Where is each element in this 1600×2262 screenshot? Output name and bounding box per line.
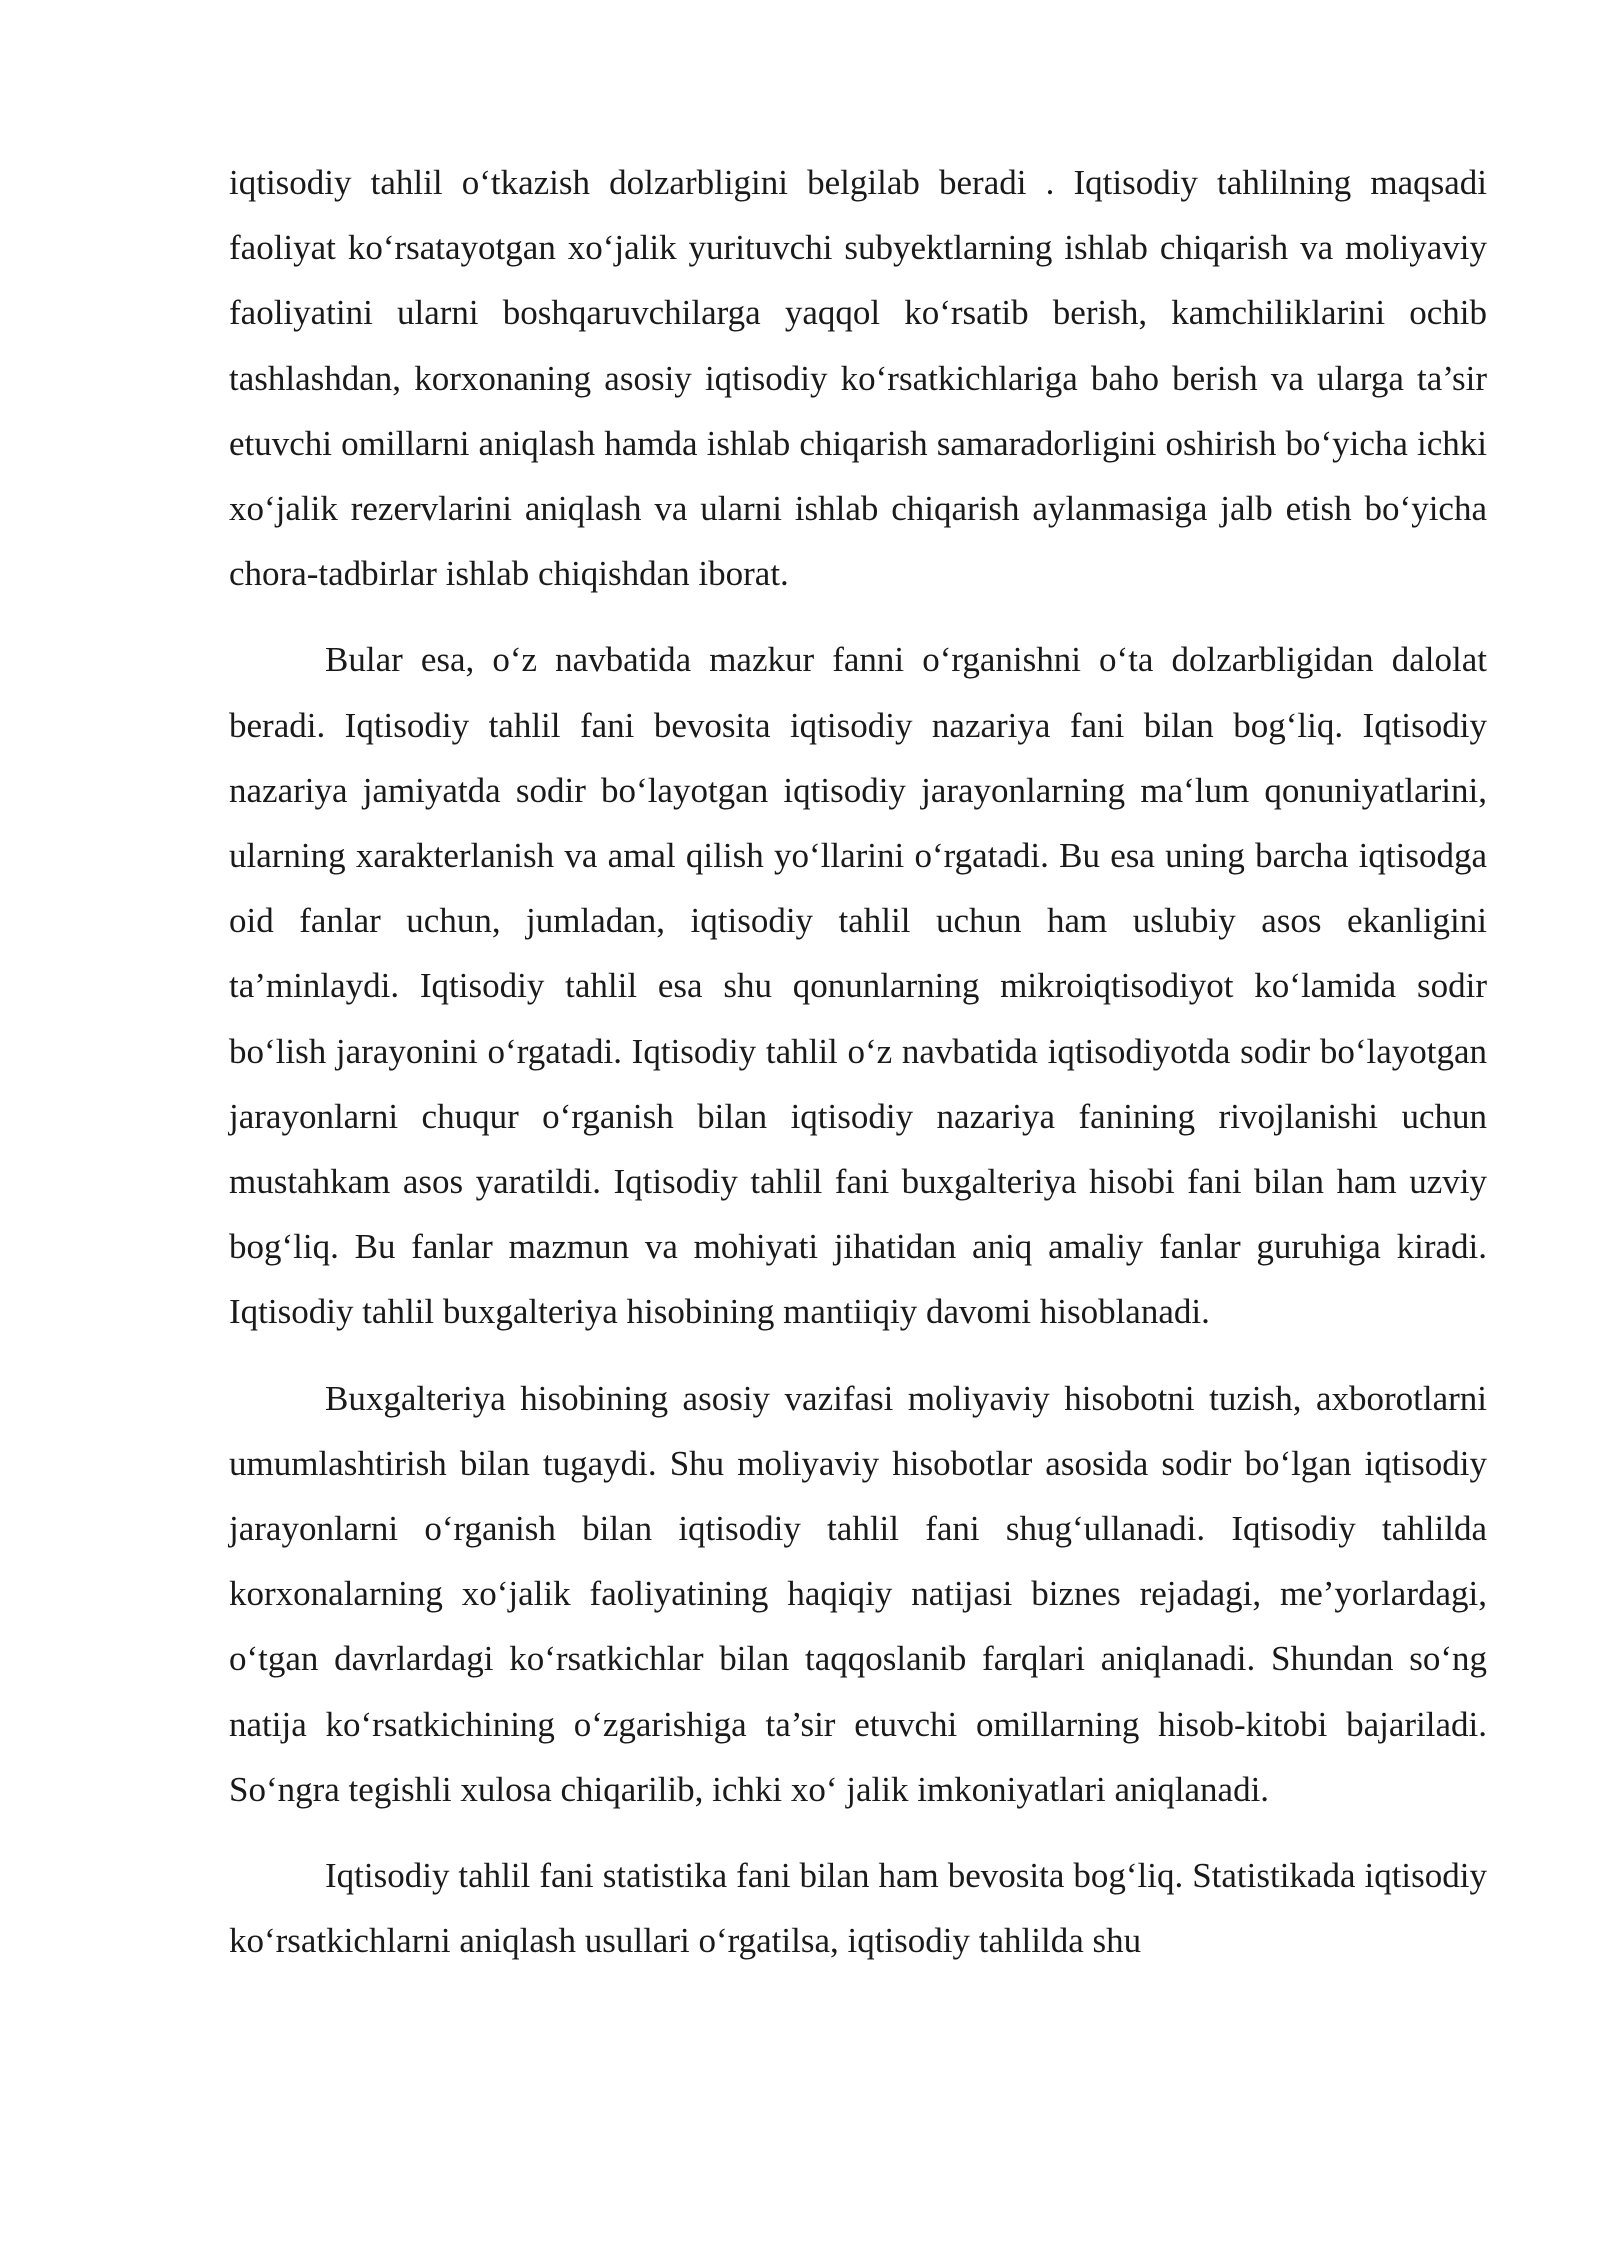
paragraph-3: Buxgalteriya hisobining asosiy vazifasi moliyaviy hisobotni tuzish, axborotlarni umumlashtirish bilan tugaydi. Shu moliyaviy hisobotlar asosida sodir bo‘lgan iqtisodiy jarayonlarni o‘rganish bilan iqtisodiy tahlil fani shug‘ullanadi. Iqtisodiy tahlilda korxonalarning xo‘jalik faoliyatining haqiqiy natijasi biznes rejadagi, me’yorlardagi, o‘tgan davrlardagi ko‘rsatkichlar bilan taqqoslanib farqlari aniqlanadi. Shundan so‘ng natija ko‘rsatkichining o‘zgarishiga ta’sir etuvchi omillarning hisob-kitobi bajariladi. So‘ngra tegishli xulosa chiqarilib, ichki xo‘ jalik imkoniyatlari aniqlanadi. (229, 1378, 1487, 1809)
paragraph-4: Iqtisodiy tahlil fani statistika fani bilan ham bevosita bog‘liq. Statistikada iqtisodiy ko‘rsatkichlarni aniqlash usullari o‘rgatilsa, iqtisodiy tahlilda shu (229, 1856, 1487, 1961)
paragraph-2: Bular esa, o‘z navbatida mazkur fanni o‘rganishni o‘ta dolzarbligidan dalolat beradi. Iqtisodiy tahlil fani bevosita iqtisodiy nazariya fani bilan bog‘liq. Iqtisodiy nazariya jamiyatda sodir bo‘layotgan iqtisodiy jarayonlarning ma‘lum qonuniyatlarini, ularning xarakterlanish va amal qilish yo‘llarini o‘rgatadi. Bu esa uning barcha iqtisodga oid fanlar uchun, jumladan, iqtisodiy tahlil uchun ham uslubiy asos ekanligini ta’minlaydi. Iqtisodiy tahlil esa shu qonunlarning mikroiqtisodiyot ko‘lamida sodir bo‘lish jarayonini o‘rgatadi. Iqtisodiy tahlil o‘z navbatida iqtisodiyotda sodir bo‘layotgan jarayonlarni chuqur o‘rganish bilan iqtisodiy nazariya fanining rivojlanishi uchun mustahkam asos yaratildi. Iqtisodiy tahlil fani buxgalteriya hisobi fani bilan ham uzviy bog‘liq. Bu fanlar mazmun va mohiyati jihatidan aniq amaliy fanlar guruhiga kiradi. Iqtisodiy tahlil buxgalteriya hisobining mantiiqiy davomi hisoblanadi. (229, 640, 1487, 1332)
document-body (229, 150, 1487, 1994)
paragraph-1: iqtisodiy tahlil o‘tkazish dolzarbligini belgilab beradi . Iqtisodiy tahlilning maqsadi faoliyat ko‘rsatayotgan xo‘jalik yurituvchi subyektlarning ishlab chiqarish va moliyaviy faoliyatini ularni boshqaruvchilarga yaqqol ko‘rsatib berish, kamchiliklarini ochib tashlashdan, korxonaning asosiy iqtisodiy ko‘rsatkichlariga baho berish va ularga ta’sir etuvchi omillarni aniqlash hamda ishlab chiqarish samaradorligini oshirish bo‘yicha ichki xo‘jalik rezervlarini aniqlash va ularni ishlab chiqarish aylanmasiga jalb etish bo‘yicha chora-tadbirlar ishlab chiqishdan iborat. (229, 163, 1487, 594)
